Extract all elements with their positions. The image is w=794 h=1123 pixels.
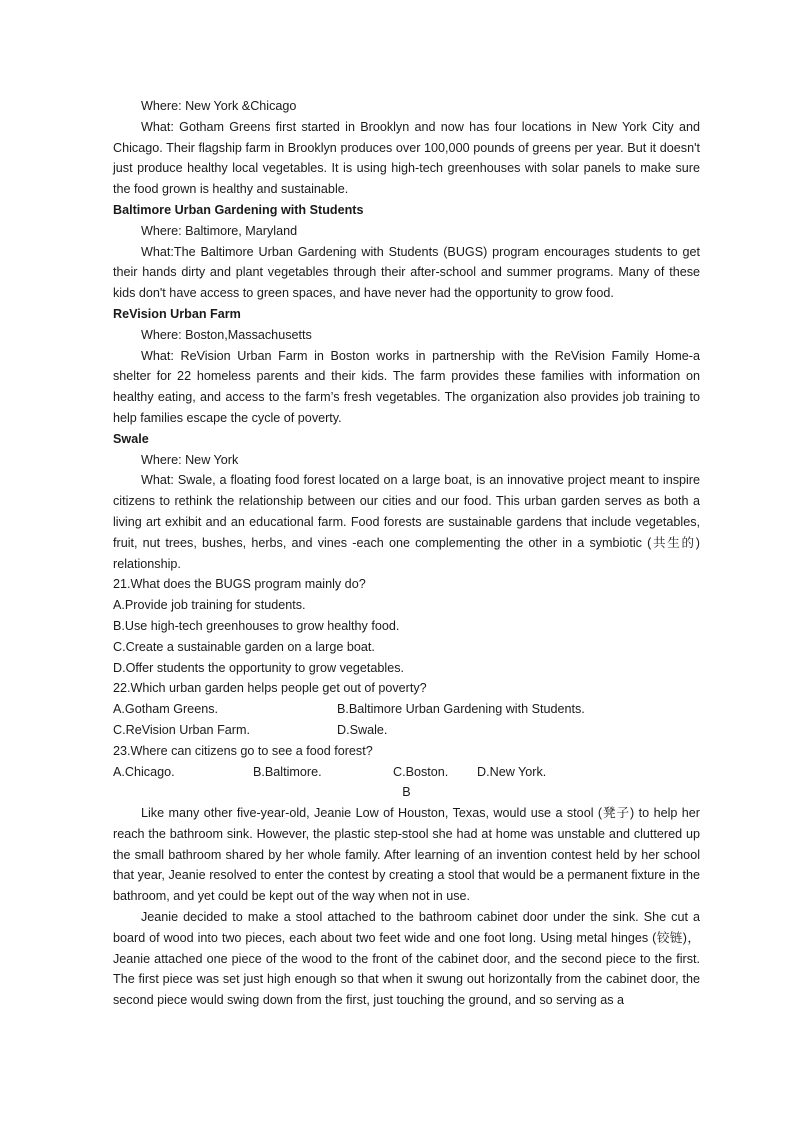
question-22-option-d: D.Swale. — [337, 722, 388, 737]
question-21-stem: 21.What does the BUGS program mainly do? — [113, 577, 366, 592]
question-23 — [113, 741, 700, 783]
question-22-option-a: A.Gotham Greens. — [113, 702, 218, 717]
bugs-heading: Baltimore Urban Gardening with Students — [113, 202, 364, 217]
question-21-option-c: C.Create a sustainable garden on a large boat. — [113, 639, 375, 654]
question-22-row-2 — [113, 720, 700, 741]
question-22-option-b: B.Baltimore Urban Gardening with Students. — [337, 702, 585, 717]
question-23-option-b: B.Baltimore. — [253, 764, 322, 779]
question-21-option-d: D.Offer students the opportunity to grow vegetables. — [113, 660, 404, 675]
question-23-option-c: C.Boston. — [393, 764, 449, 779]
question-22-row-1 — [113, 699, 700, 720]
swale-where: Where: New York — [141, 452, 239, 467]
question-22-option-c: C.ReVision Urban Farm. — [113, 722, 250, 737]
section-b-paragraph-1: Like many other five-year-old, Jeanie Low of Houston, Texas, would use a stool (凳子) to help her reach the bathroom sink. However, the plastic step-stool she had at home was unstable and cluttered up the small bathroom shared by her whole family. After learning of an invention contest held by her school that year, Jeanie resolved to enter the contest by creating a stool that would be a permanent fixture in the bathroom, and yet could be kept out of the way when not in use. — [113, 806, 700, 904]
section-b-paragraph-2: Jeanie decided to make a stool attached to the bathroom cabinet door under the sink. She cut a board of wood into two pieces, each about two feet wide and one foot long. Using metal hinges (铰链)，Jeanie attached one piece of the wood to the front of the cabinet door, and the second piece to the first. The first piece was set just high enough so that when it swung out horizontally from the cabinet door, the second piece would swing down from the first, just touching the ground, and so serving as a — [113, 910, 700, 1008]
swale-what: What: Swale, a floating food forest located on a large boat, is an innovative project meant to inspire citizens to rethink the relationship between our cities and our food. This urban garden serves as both a living art exhibit and an educational farm. Food forests are sustainable gardens that include vegetables, fruit, nut trees, bushes, herbs, and vines -each one complementing the other in a symbiotic (共生的) relationship. — [113, 473, 700, 571]
question-21 — [113, 574, 700, 678]
question-23-options — [113, 762, 700, 783]
revision-where: Where: Boston,Massachusetts — [141, 327, 312, 342]
reading-passage-b — [113, 782, 700, 1011]
gotham-what: What: Gotham Greens first started in Brooklyn and now has four locations in New York City and Chicago. Their flagship farm in Brooklyn produces over 100,000 pounds of greens per year. But it doesn't just produce healthy local vegetables. It is using high-tech greenhouses with solar panels to make sure the food grown is healthy and sustainable. — [113, 119, 700, 197]
question-23-stem: 23.Where can citizens go to see a food forest? — [113, 743, 373, 758]
question-22 — [113, 678, 700, 740]
question-23-option-a: A.Chicago. — [113, 764, 175, 779]
bugs-where: Where: Baltimore, Maryland — [141, 223, 298, 238]
revision-what: What: ReVision Urban Farm in Boston works in partnership with the ReVision Family Home-a shelter for 22 homeless parents and their kids. The farm provides these families with information on healthy eating, and access to the farm’s fresh vegetables. The organization also provides job training to help families escape the cycle of poverty. — [113, 348, 700, 425]
question-21-option-a: A.Provide job training for students. — [113, 598, 306, 613]
bugs-what: What:The Baltimore Urban Gardening with Students (BUGS) program encourages students to get their hands dirty and plant vegetables through their after-school and summer programs. Many of these kids don't have access to green spaces, and have never had the opportunity to grow food. — [113, 244, 700, 301]
gotham-where: Where: New York &Chicago — [141, 99, 297, 113]
question-23-option-d: D.New York. — [477, 764, 547, 779]
swale-heading: Swale — [113, 431, 149, 446]
question-22-stem: 22.Which urban garden helps people get out of poverty? — [113, 681, 427, 696]
reading-passage-a — [113, 96, 700, 574]
section-b-label: B — [402, 785, 411, 800]
question-21-option-b: B.Use high-tech greenhouses to grow healthy food. — [113, 618, 400, 633]
revision-heading: ReVision Urban Farm — [113, 306, 241, 321]
